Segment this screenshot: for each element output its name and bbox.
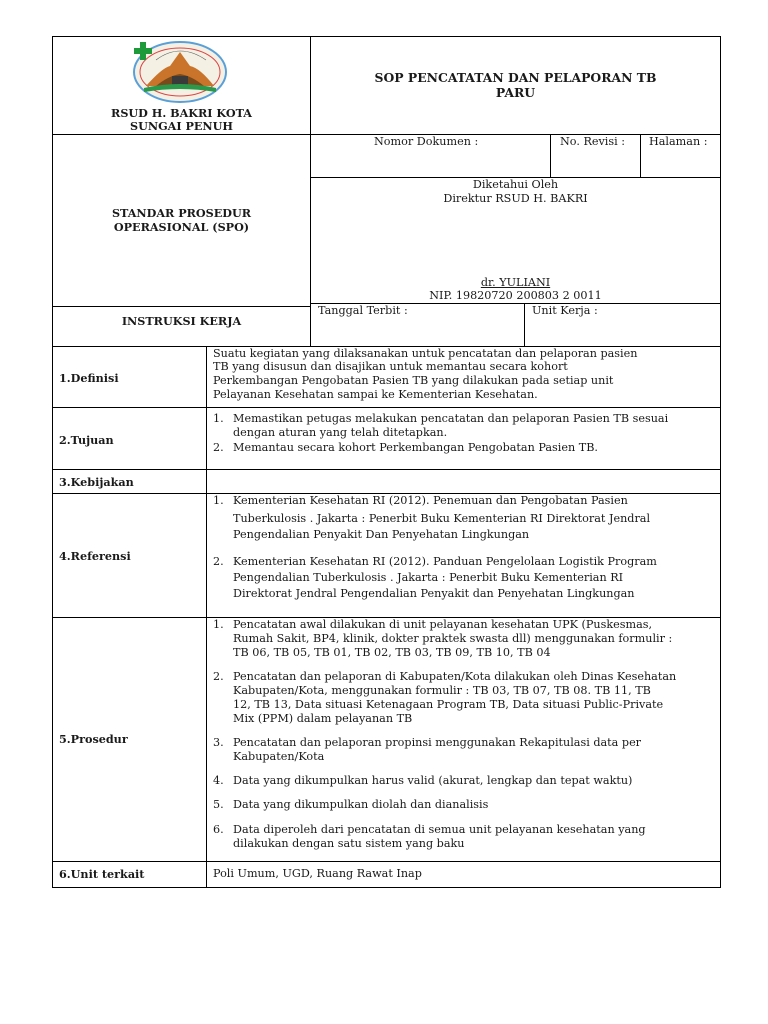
list-number: 1. [213,618,224,631]
list-number: 5. [213,798,224,811]
list-item-line: Direktorat Jendral Pengendalian Penyakit dan Penyehatan Lingkungan [233,587,635,600]
nomor-dokumen-label: Nomor Dokumen : [374,135,479,148]
list-number: 1. [213,412,224,425]
definisi-line: TB yang disusun dan disajikan untuk memantau secara kohort [213,360,568,373]
unit-terkait-value: Poli Umum, UGD, Ruang Rawat Inap [213,867,422,880]
list-item-line: Tuberkulosis . Jakarta : Penerbit Buku Kementerian RI Direktorat Jendral [233,512,651,525]
list-number: 6. [213,823,224,836]
list-item-line: Data yang dikumpulkan harus valid (akurat, lengkap dan tepat waktu) [233,774,633,787]
signer-name: dr. YULIANI [480,276,551,289]
list-item-line: Kementerian Kesehatan RI (2012). Penemuan dan Pengobatan Pasien [233,494,628,507]
list-item-line: Pencatatan awal dilakukan di unit pelayanan kesehatan UPK (Puskesmas, [233,618,653,631]
list-item-line: Kabupaten/Kota [233,750,325,763]
list-item-line: Pencatatan dan pelaporan propinsi menggunakan Rekapitulasi data per [233,736,642,749]
section-label-kebijakan: 3.Kebijakan [59,475,134,489]
section-label-definisi: 1.Definisi [59,371,119,385]
list-item-line: Pencatatan dan pelaporan di Kabupaten/Kota dilakukan oleh Dinas Kesehatan [233,670,677,683]
list-item-line: dengan aturan yang telah ditetapkan. [233,426,448,439]
spo-label [53,206,310,234]
definisi-line: Perkembangan Pengobatan Pasien TB yang dilakukan pada setiap unit [213,374,614,387]
list-item-line: Data diperoleh dari pencatatan di semua unit pelayanan kesehatan yang [233,823,646,836]
hospital-name-line-1: RSUD H. BAKRI KOTA [111,106,252,120]
list-item-line: 12, TB 13, Data situasi Ketenagaan Program TB, Data situasi Public-Private [233,698,664,711]
section-label-referensi: 4.Referensi [59,549,131,563]
list-item-line: Kabupaten/Kota, menggunakan formulir : TB 03, TB 07, TB 08. TB 11, TB [233,684,651,697]
halaman-label: Halaman : [649,135,708,148]
list-item-line: Memantau secara kohort Perkembangan Pengobatan Pasien TB. [233,441,598,454]
list-item-line: Pengendalian Tuberkulosis . Jakarta : Penerbit Buku Kementerian RI [233,571,624,584]
document-title-line-2: PARU [495,84,536,100]
hospital-name-line-2: SUNGAI PENUH [130,118,233,133]
list-item-line: Memastikan petugas melakukan pencatatan dan pelaporan Pasien TB sesuai [233,412,669,425]
signer-nip: NIP. 19820720 200803 2 0011 [429,289,602,302]
spo-label-line-2: OPERASIONAL (SPO) [113,220,250,234]
unit-kerja-label: Unit Kerja : [532,304,598,317]
list-item-line: Rumah Sakit, BP4, klinik, dokter praktek swasta dll) menggunakan formulir : [233,632,673,645]
list-number: 2. [213,670,224,683]
hospital-name [53,107,310,132]
direktur-title: Direktur RSUD H. BAKRI [443,192,588,205]
list-number: 3. [213,736,224,749]
section-label-unit-terkait: 6.Unit terkait [59,867,145,881]
hospital-logo [126,38,230,104]
list-item-line: Pengendalian Penyakit Dan Penyehatan Lingkungan [233,528,530,541]
diketahui-oleh: Diketahui Oleh [472,178,559,191]
definisi-line: Pelayanan Kesehatan sampai ke Kementerian Kesehatan. [213,388,538,401]
list-item-line: dilakukan dengan satu sistem yang baku [233,837,465,850]
list-number: 4. [213,774,224,787]
list-item-line: TB 06, TB 05, TB 01, TB 02, TB 03, TB 09, TB 10, TB 04 [233,646,551,659]
list-item-line: Mix (PPM) dalam pelayanan TB [233,712,413,725]
section-label-prosedur: 5.Prosedur [59,732,128,746]
list-item-line: Data yang dikumpulkan diolah dan dianalisis [233,798,489,811]
section-label-tujuan: 2.Tujuan [59,433,114,447]
list-item-line: Kementerian Kesehatan RI (2012). Panduan Pengelolaan Logistik Program [233,555,657,568]
no-revisi-label: No. Revisi : [560,135,626,148]
tanggal-terbit-label: Tanggal Terbit : [318,304,408,317]
document-title [311,71,720,100]
definisi-line: Suatu kegiatan yang dilaksanakan untuk pencatatan dan pelaporan pasien [213,347,638,360]
list-number: 2. [213,555,224,568]
spo-label-line-1: STANDAR PROSEDUR [111,206,252,220]
document-title-line-1: SOP PENCATATAN DAN PELAPORAN TB [374,70,657,85]
list-number: 2. [213,441,224,454]
list-number: 1. [213,494,224,507]
instruksi-kerja-label: INSTRUKSI KERJA [121,314,242,328]
